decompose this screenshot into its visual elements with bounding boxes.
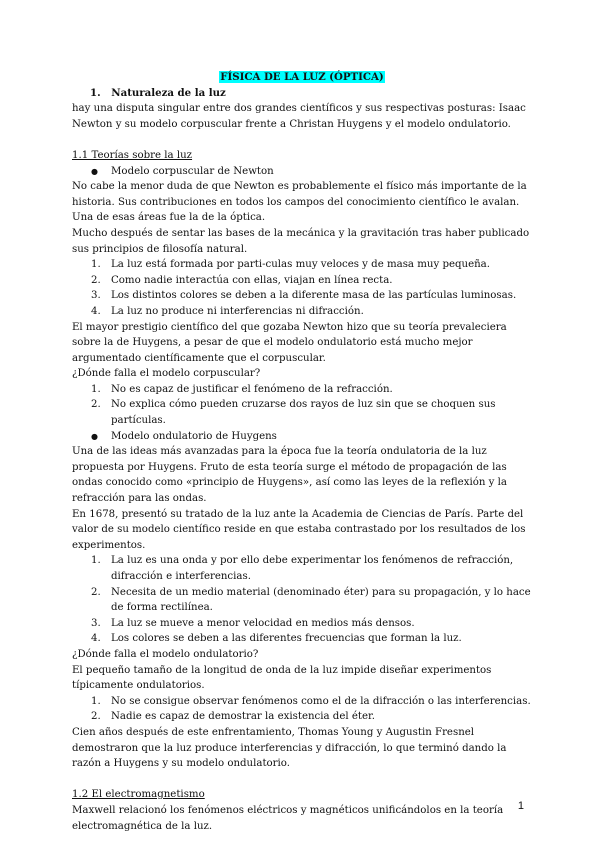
list-item-text: La luz es una onda y por ello debe experimentar los fenómenos de refracción, difracción e interferencias. — [111, 555, 514, 582]
document-page — [72, 70, 532, 834]
page-title: FÍSICA DE LA LUZ (ÓPTICA) — [220, 71, 384, 83]
list-item-number: 1. — [91, 555, 101, 567]
numbered-list — [72, 694, 532, 725]
list-item — [72, 382, 532, 398]
list-item — [72, 631, 532, 647]
list-item-number: 1. — [91, 695, 101, 707]
list-item-text: La luz está formada por parti-culas muy veloces y de masa muy pequeña. — [111, 259, 490, 271]
question: ¿Dónde falla el modelo ondulatorio? — [72, 648, 259, 660]
list-item-number: 3. — [91, 617, 101, 629]
list-item-text: No se consigue observar fenómenos como el de la difracción o las interferencias. — [111, 695, 531, 707]
subsection-heading-electromagnetism: 1.2 El electromagnetismo — [72, 789, 205, 801]
page-number: 1 — [517, 800, 524, 812]
list-item — [72, 616, 532, 632]
list-item — [72, 397, 532, 428]
list-item-text: Como nadie interactúa con ellas, viajan en línea recta. — [111, 274, 393, 286]
list-item — [72, 553, 532, 584]
numbered-list — [72, 382, 532, 429]
list-item-number: 2. — [91, 586, 101, 598]
list-item-number: 3. — [91, 290, 101, 302]
paragraph: Una de las ideas más avanzadas para la época fue la teoría ondulatoria de la luz propuesta por Huygens. Fruto de esta teoría surge el método de propagación de las ondas conocido como «principio de Huygens», así como las leyes de la reflexión y la refracción para las ondas. — [72, 446, 507, 505]
list-item-text: No es capaz de justificar el fenómeno de la refracción. — [111, 383, 393, 395]
list-item-number: 2. — [91, 274, 101, 286]
list-item — [72, 273, 532, 289]
bullet-item: ● Modelo corpuscular de Newton — [91, 165, 274, 177]
list-item-text: La luz no produce ni interferencias ni difracción. — [111, 305, 364, 317]
bullet-item: ● Modelo ondulatorio de Huygens — [91, 430, 277, 442]
list-item-number: 4. — [91, 305, 101, 317]
list-item-number: 1. — [91, 383, 101, 395]
list-item-text: Necesita de un medio material (denominado éter) para su propagación, y lo hace de forma rectilínea. — [111, 586, 531, 614]
paragraph: Maxwell relacionó los fenómenos eléctricos y magnéticos unificándolos en la teoría electromagnética de la luz. — [72, 804, 504, 832]
numbered-list — [72, 257, 532, 319]
list-item-text: Nadie es capaz de demostrar la existencia del éter. — [111, 711, 375, 723]
list-item-number: 2. — [91, 399, 101, 411]
list-item-number: 2. — [91, 711, 101, 723]
list-item-text: La luz se mueve a menor velocidad en medios más densos. — [111, 617, 415, 629]
list-item-number: 1. — [91, 259, 101, 271]
list-item — [72, 304, 532, 320]
question: ¿Dónde falla el modelo corpuscular? — [72, 368, 261, 380]
list-item-number: 4. — [91, 633, 101, 645]
paragraph: El mayor prestigio científico del que gozaba Newton hizo que su teoría prevaleciera sobre la de Huygens, a pesar de que el modelo ondulatorio está mucho mejor argumentado científicamente que el corpuscular. — [72, 321, 507, 364]
list-item-text: No explica cómo pueden cruzarse dos rayos de luz sin que se choquen sus partículas. — [111, 399, 496, 427]
list-item — [72, 694, 532, 710]
list-item — [72, 709, 532, 725]
numbered-list — [72, 553, 532, 647]
list-item — [72, 288, 532, 304]
list-item-text: Los distintos colores se deben a la diferente masa de las partículas luminosas. — [111, 290, 517, 302]
subsection-heading-theories: 1.1 Teorías sobre la luz — [72, 149, 193, 161]
paragraph: No cabe la menor duda de que Newton es probablemente el físico más importante de la historia. Sus contribuciones en todos los campos del conocimiento científico le avalan. Una de esas áreas fue la de la óptica. — [72, 181, 527, 224]
paragraph: Mucho después de sentar las bases de la mecánica y la gravitación tras haber publicado sus principios de filosofía natural. — [72, 227, 530, 255]
list-item — [72, 585, 532, 616]
section-heading: 1. Naturaleza de la luz — [90, 86, 226, 99]
paragraph: El pequeño tamaño de la longitud de onda de la luz impide diseñar experimentos típicamente ondulatorios. — [72, 664, 492, 692]
paragraph: Cien años después de este enfrentamiento, Thomas Young y Augustin Fresnel demostraron que la luz produce interferencias y difracción, lo que terminó dando la razón a Huygens y su modelo ondulatorio. — [72, 726, 507, 770]
paragraph: En 1678, presentó su tratado de la luz ante la Academia de Ciencias de París. Parte del valor de su modelo científico reside en que estaba contrastado por los resultados de los experimentos. — [72, 508, 526, 551]
list-item-text: Los colores se deben a las diferentes frecuencias que forman la luz. — [111, 633, 462, 645]
intro-paragraph: hay una disputa singular entre dos grandes científicos y sus respectivas posturas: Isaac Newton y su modelo corpuscular frente a Christan Huygens y el modelo ondulatorio. — [72, 103, 526, 130]
list-item — [72, 257, 532, 273]
